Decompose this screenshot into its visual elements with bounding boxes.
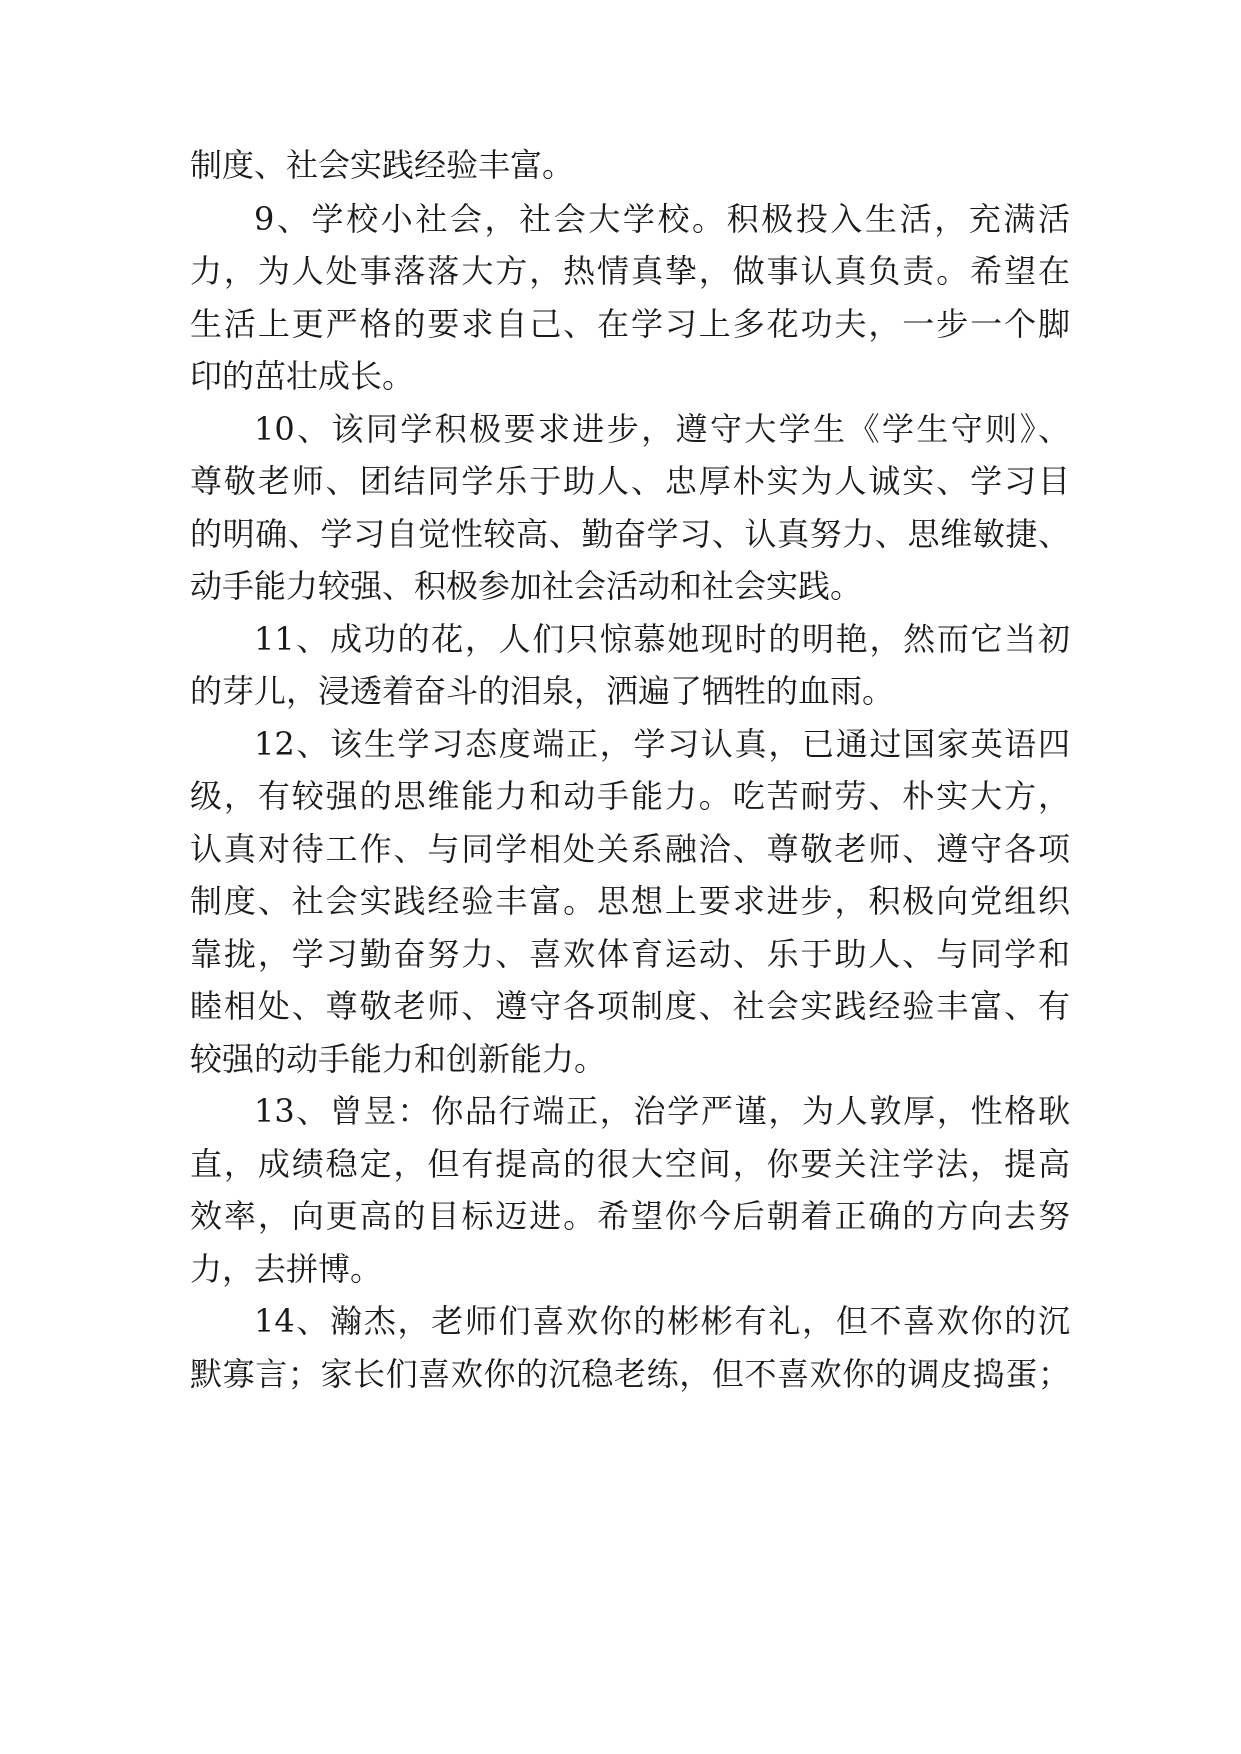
text-line: 力，为人处事落落大方，热情真挚，做事认真负责。希望在 xyxy=(190,252,1070,290)
text-line: 的芽儿，浸透着奋斗的泪泉，洒遍了牺牲的血雨。 xyxy=(190,672,895,710)
text-line: 的明确、学习自觉性较高、勤奋学习、认真努力、思维敏捷、 xyxy=(190,515,1070,553)
text-line: 动手能力较强、积极参加社会活动和社会实践。 xyxy=(190,567,863,605)
paragraph-14-first-line: 14、瀚杰，老师们喜欢你的彬彬有礼，但不喜欢你的沉 xyxy=(254,1302,1070,1340)
text-line: 力，去拼博。 xyxy=(190,1250,383,1288)
text-line: 级，有较强的思维能力和动手能力。吃苦耐劳、朴实大方， xyxy=(190,777,1070,815)
paragraph-11-first-line: 11、成功的花，人们只惊慕她现时的明艳，然而它当初 xyxy=(254,620,1070,658)
text-line: 印的茁壮成长。 xyxy=(190,357,415,395)
text-line: 睦相处、尊敬老师、遵守各项制度、社会实践经验丰富、有 xyxy=(190,987,1070,1025)
text-line: 直，成绩稳定，但有提高的很大空间，你要关注学法，提高 xyxy=(190,1145,1070,1183)
text-line: 制度、社会实践经验丰富。 xyxy=(190,146,575,184)
text-line: 制度、社会实践经验丰富。思想上要求进步，积极向党组织 xyxy=(190,882,1070,920)
text-line: 生活上更严格的要求自己、在学习上多花功夫，一步一个脚 xyxy=(190,305,1070,343)
text-line: 默寡言；家长们喜欢你的沉稳老练，但不喜欢你的调皮捣蛋； xyxy=(190,1355,1070,1393)
text-line: 认真对待工作、与同学相处关系融洽、尊敬老师、遵守各项 xyxy=(190,830,1070,868)
text-line: 靠拢，学习勤奋努力、喜欢体育运动、乐于助人、与同学和 xyxy=(190,935,1070,973)
paragraph-10-first-line: 10、该同学积极要求进步，遵守大学生《学生守则》、 xyxy=(254,410,1070,448)
text-line: 效率，向更高的目标迈进。希望你今后朝着正确的方向去努 xyxy=(190,1197,1070,1235)
text-line: 较强的动手能力和创新能力。 xyxy=(190,1040,607,1078)
paragraph-9-first-line: 9、学校小社会，社会大学校。积极投入生活，充满活 xyxy=(254,200,1070,238)
paragraph-13-first-line: 13、曾昱：你品行端正，治学严谨，为人敦厚，性格耿 xyxy=(254,1092,1070,1130)
paragraph-12-first-line: 12、该生学习态度端正，学习认真，已通过国家英语四 xyxy=(254,725,1070,763)
text-line: 尊敬老师、团结同学乐于助人、忠厚朴实为人诚实、学习目 xyxy=(190,462,1070,500)
